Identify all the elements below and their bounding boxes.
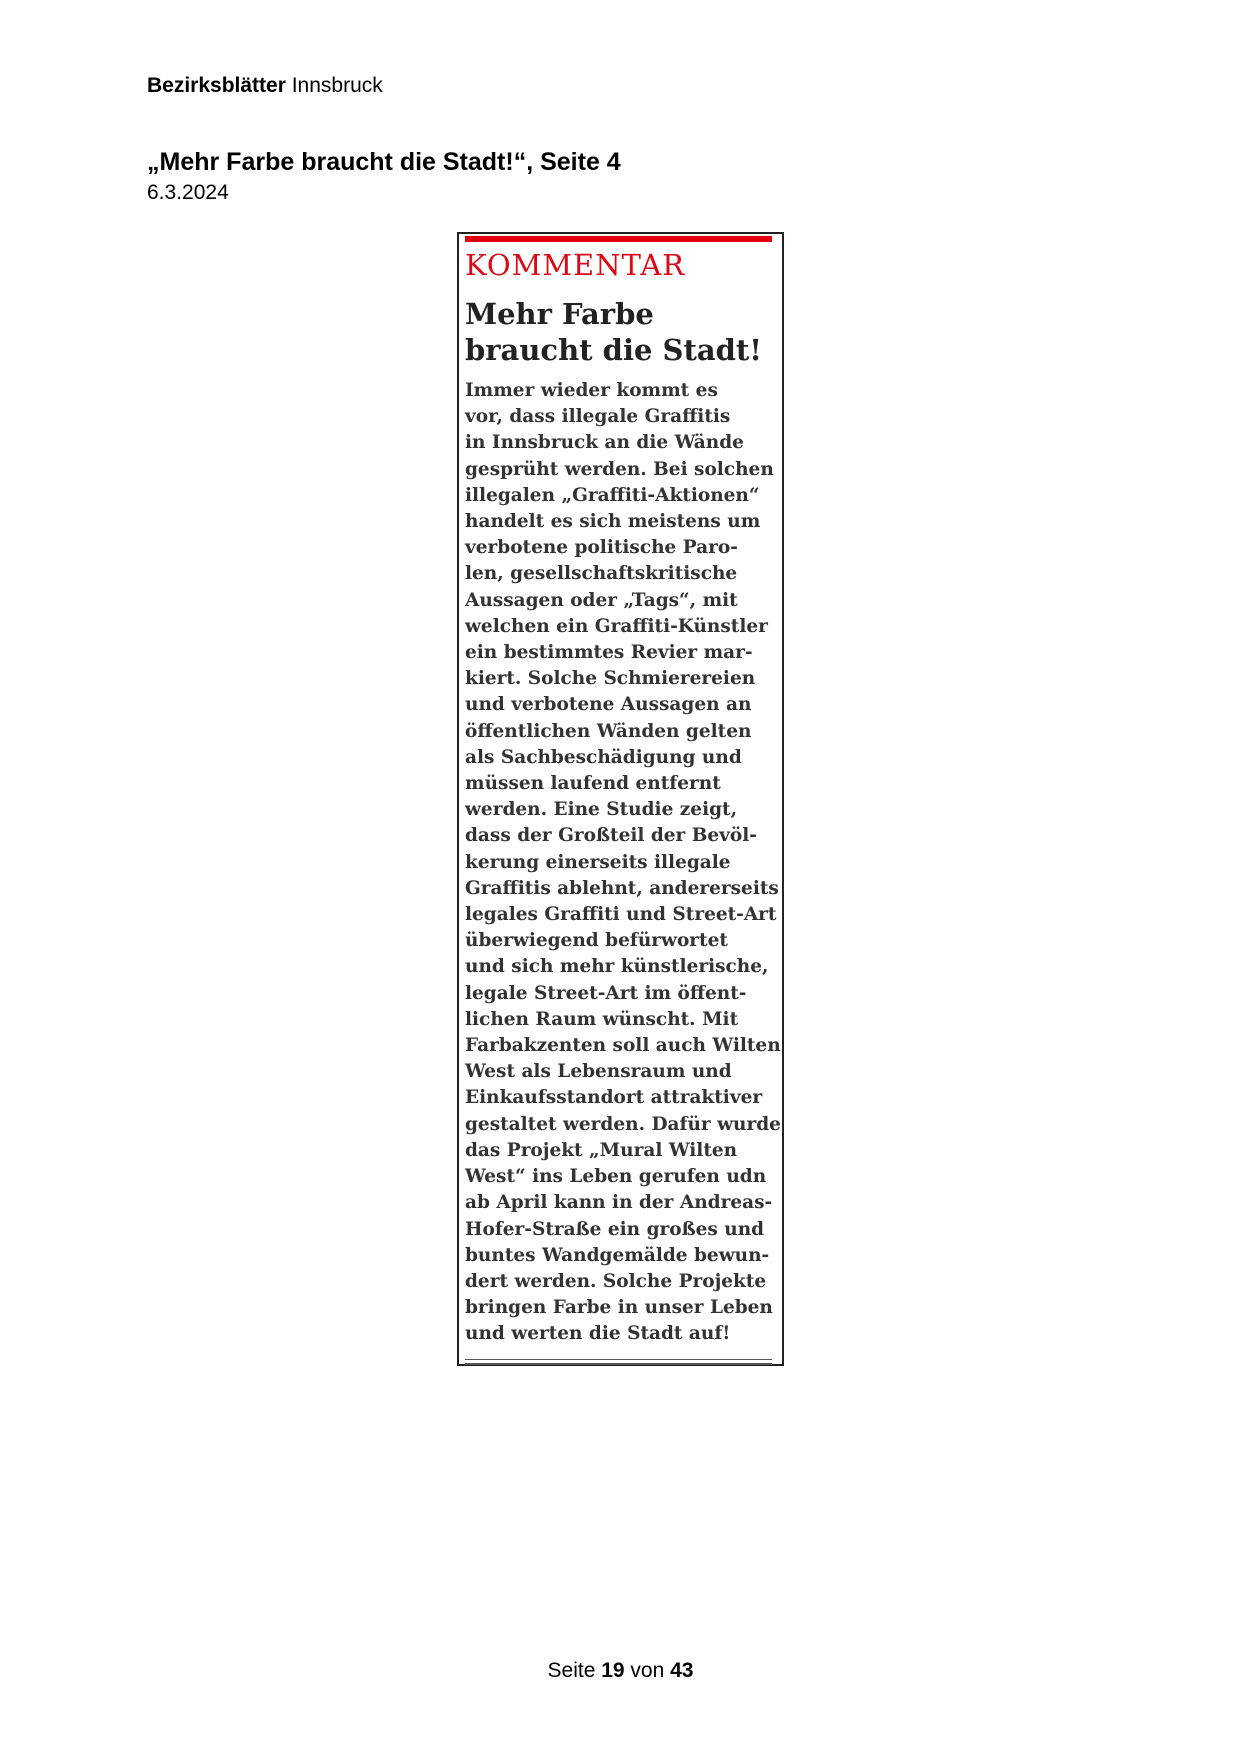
red-accent-bar (465, 236, 772, 242)
body-line: kiert. Solche Schmierereien (465, 668, 756, 690)
body-line: gesprüht werden. Bei solchen (465, 458, 774, 480)
bottom-rule-thick (465, 1363, 772, 1365)
publication-name-bold: Bezirksblätter (147, 74, 286, 97)
body-line: gestaltet werden. Dafür wurde (465, 1113, 781, 1135)
document-date: 6.3.2024 (147, 181, 229, 204)
footer-prefix: Seite (547, 1659, 602, 1682)
body-line: werden. Eine Studie zeigt, (465, 799, 738, 821)
body-line: Aussagen oder „Tags“, mit (465, 589, 738, 611)
body-line: öffentlichen Wänden gelten (465, 720, 752, 742)
publication-name (147, 74, 383, 98)
body-line: in Innsbruck an die Wände (465, 432, 744, 454)
body-line: Einkaufsstandort attraktiver (465, 1087, 763, 1109)
body-line: welchen ein Graffiti-Künstler (465, 615, 768, 637)
newspaper-clipping (457, 232, 784, 1366)
body-line: ein bestimmtes Revier mar- (465, 642, 753, 664)
body-line: kerung einerseits illegale (465, 851, 731, 873)
body-line: legale Street-Art im öffent- (465, 982, 747, 1004)
body-line: handelt es sich meistens um (465, 511, 761, 533)
body-line: müssen laufend entfernt (465, 773, 721, 795)
body-line: verbotene politische Paro- (465, 537, 738, 559)
body-line: len, gesellschaftskritische (465, 563, 738, 585)
body-line: Immer wieder kommt es (465, 380, 718, 401)
page-footer (0, 1659, 1241, 1683)
body-line: überwiegend befürwortet (465, 930, 728, 952)
body-line: lichen Raum wünscht. Mit (465, 1008, 739, 1030)
bottom-rule-thin (465, 1359, 772, 1360)
document-title: „Mehr Farbe braucht die Stadt!“, Seite 4 (147, 148, 621, 176)
body-line: Hofer-Straße ein großes und (465, 1218, 765, 1240)
publication-name-rest: Innsbruck (285, 74, 383, 97)
body-line: als Sachbeschädigung und (465, 746, 742, 768)
body-line: und werten die Stadt auf! (465, 1323, 731, 1345)
body-line: West als Lebensraum und (465, 1061, 732, 1083)
headline-line: braucht die Stadt! (465, 333, 763, 367)
headline-line: Mehr Farbe (465, 297, 654, 331)
section-kicker: KOMMENTAR (465, 248, 686, 282)
footer-middle: von (624, 1659, 671, 1682)
body-line: illegalen „Graffiti-Aktionen“ (465, 484, 760, 506)
body-line: Farbakzenten soll auch Wilten (465, 1035, 781, 1057)
body-line: das Projekt „Mural Wilten (465, 1139, 738, 1161)
current-page-number: 19 (601, 1659, 625, 1682)
body-line: vor, dass illegale Graffitis (465, 406, 731, 428)
total-page-count: 43 (670, 1659, 694, 1682)
body-line: ab April kann in der Andreas- (465, 1192, 773, 1214)
body-line: und verbotene Aussagen an (465, 694, 752, 716)
article-body (465, 378, 783, 1348)
body-line: West“ ins Leben gerufen udn (465, 1166, 767, 1188)
body-line: bringen Farbe in unser Leben (465, 1297, 773, 1319)
body-line: Graffitis ablehnt, andererseits (465, 877, 779, 899)
article-headline (465, 296, 775, 368)
body-line: legales Graffiti und Street-Art (465, 904, 777, 926)
body-line: und sich mehr künstlerische, (465, 956, 769, 978)
body-line: buntes Wandgemälde bewun- (465, 1244, 770, 1266)
body-line: dass der Großteil der Bevöl- (465, 825, 757, 847)
body-line: dert werden. Solche Projekte (465, 1270, 767, 1292)
